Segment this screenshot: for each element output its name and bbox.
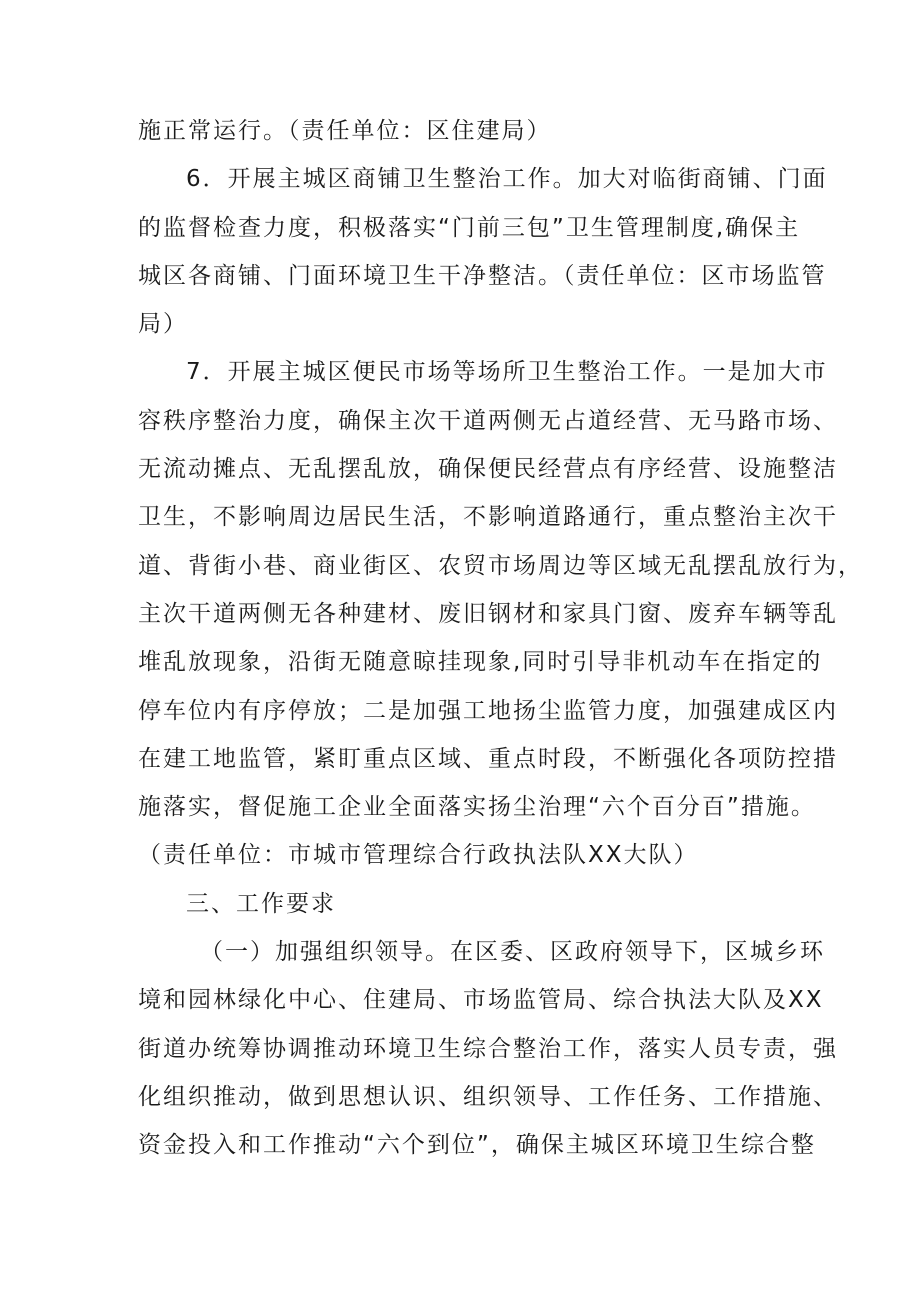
body-line: 城区各商铺、门面环境卫生干净整洁。（责任单位：区市场监管 [138, 262, 827, 289]
document-body [138, 107, 863, 1170]
body-line: 主次干道两侧无各种建材、废旧钢材和家具门窗、废弃车辆等乱 [138, 600, 838, 627]
body-line: 堆乱放现象，沿街无随意晾挂现象,同时引导非机动车在指定的 [138, 649, 823, 676]
body-line: 在建工地监管，紧盯重点区域、重点时段，不断强化各项防控措 [138, 745, 838, 772]
body-line: 施落实，督促施工企业全面落实扬尘治理“六个百分百”措施。 [138, 794, 816, 821]
body-line: 卫生，不影响周边居民生活，不影响道路通行，重点整治主次干 [138, 504, 838, 531]
body-line: 停车位内有序停放；二是加强工地扬尘监管力度，加强建成区内 [138, 697, 838, 724]
body-line: 资金投入和工作推动“六个到位”，确保主城区环境卫生综合整 [138, 1132, 816, 1159]
body-line: 道、背街小巷、商业街区、农贸市场周边等区域无乱摆乱放行为， [138, 552, 863, 579]
body-line: 施正常运行。（责任单位：区住建局） [138, 118, 552, 144]
section-heading: 三、工作要求 [186, 890, 336, 917]
body-line: 境和园林绿化中心、住建局、市场监管局、综合执法大队及XX [138, 987, 824, 1014]
body-line: 局） [138, 311, 188, 338]
body-line: 无流动摊点、无乱摆乱放，确保便民经营点有序经营、设施整洁 [138, 456, 838, 483]
subsection-heading-line: （一）加强组织领导。在区委、区政府领导下，区城乡环 [200, 939, 825, 966]
body-line: 化组织推动，做到思想认识、组织领导、工作任务、工作措施、 [138, 1083, 838, 1110]
body-line: 容秩序整治力度，确保主次干道两侧无占道经营、无马路市场、 [138, 407, 838, 434]
body-line: 街道办统筹协调推动环境卫生综合整治工作，落实人员专责，强 [138, 1035, 838, 1062]
body-line: （责任单位：市城市管理综合行政执法队XX大队） [138, 842, 699, 869]
item-7-heading-line: 7．开展主城区便民市场等场所卫生整治工作。一是加大市 [186, 359, 828, 386]
body-line: 的监督检查力度，积极落实“门前三包”卫生管理制度,确保主 [138, 214, 801, 241]
item-6-heading-line: 6．开展主城区商铺卫生整治工作。加大对临街商铺、门面 [186, 166, 828, 193]
